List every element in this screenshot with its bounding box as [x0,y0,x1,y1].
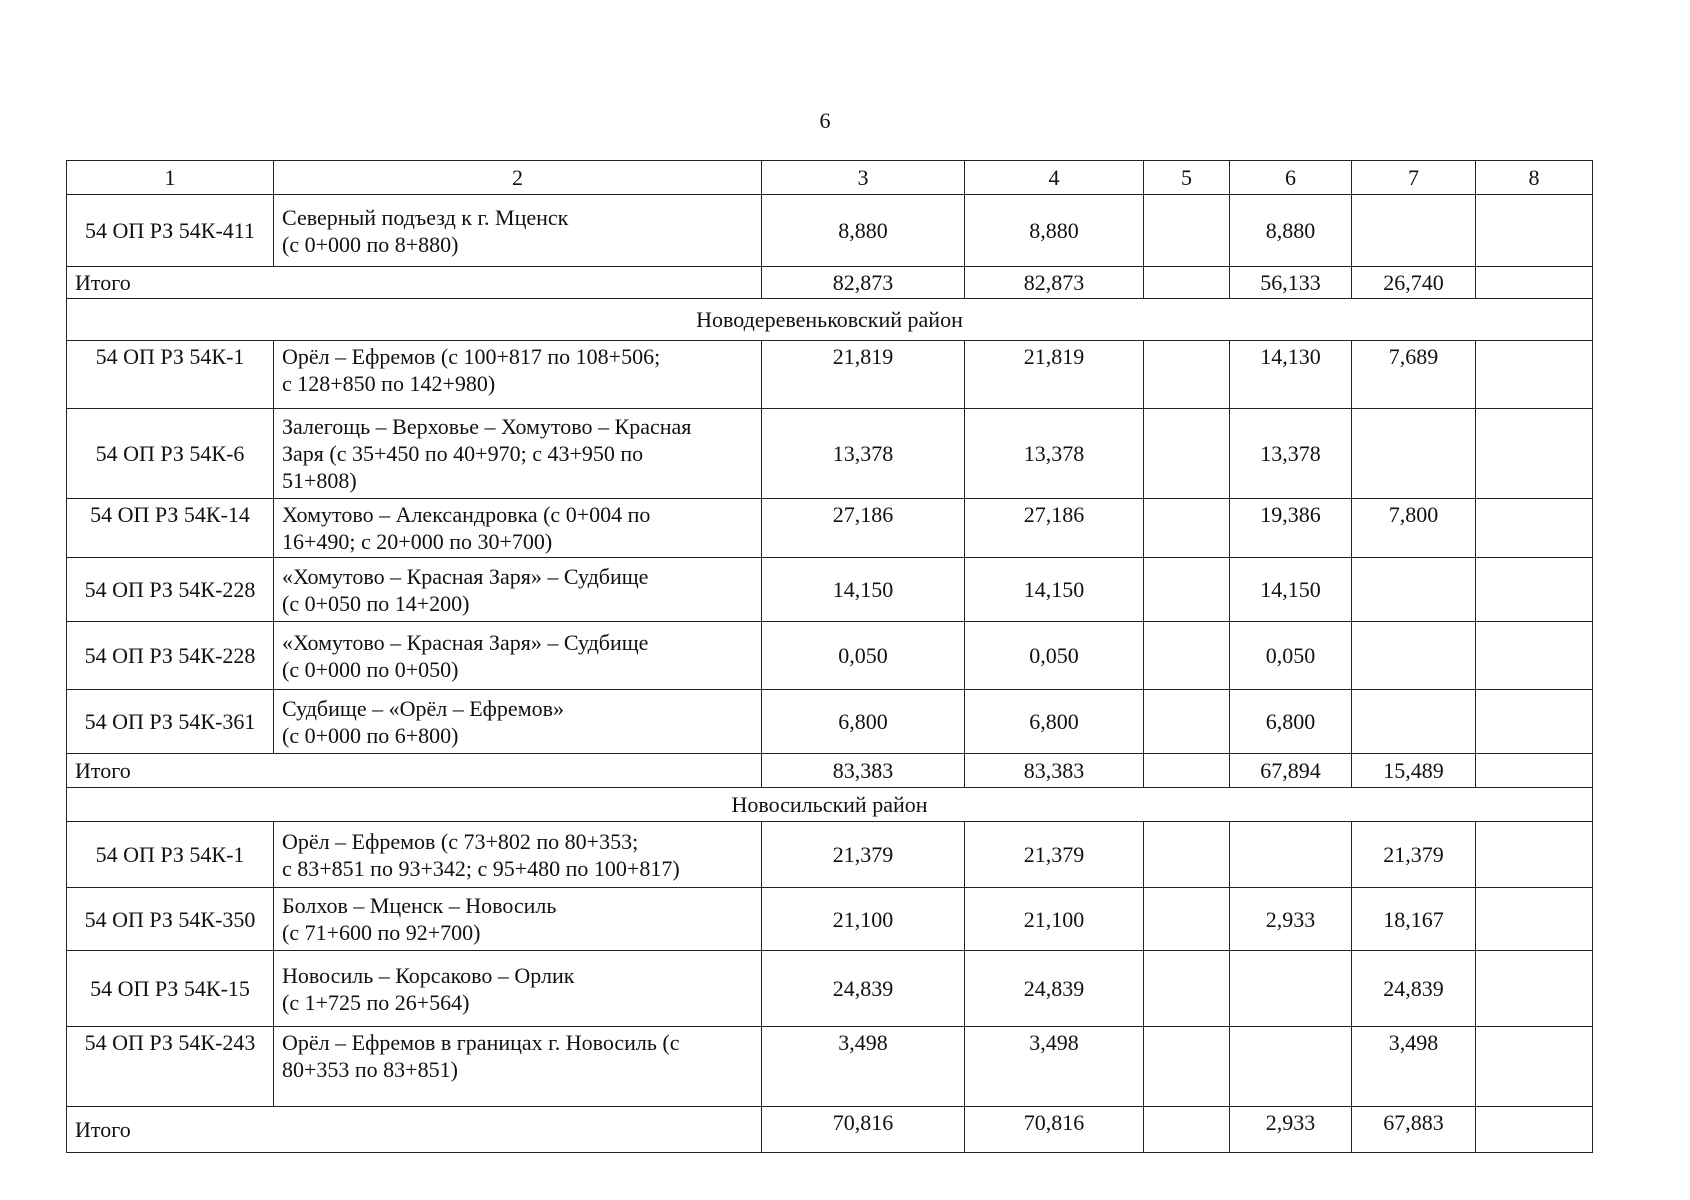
cell-col6: 0,050 [1230,622,1352,690]
column-header: 5 [1144,161,1230,195]
road-name-line: Северный подъезд к г. Мценск [282,204,569,230]
cell-col7 [1352,409,1476,499]
road-name [274,822,762,888]
cell-col4: 0,050 [965,622,1144,690]
district-heading: Новодеревеньковский район [67,299,1593,341]
total-label: Итого [67,267,762,299]
cell-col7: 24,839 [1352,951,1476,1027]
column-header: 3 [762,161,965,195]
road-name-line: (с 0+000 по 8+880) [282,231,459,257]
cell-col8 [1476,754,1593,788]
cell-col8 [1476,267,1593,299]
cell-col4: 6,800 [965,690,1144,754]
cell-col3: 21,100 [762,888,965,951]
cell-col7: 67,883 [1352,1107,1476,1153]
cell-col5 [1144,558,1230,622]
cell-col8 [1476,951,1593,1027]
cell-col3: 6,800 [762,690,965,754]
cell-col4: 21,379 [965,822,1144,888]
cell-col7: 7,689 [1352,341,1476,409]
cell-col5 [1144,1107,1230,1153]
cell-col4: 82,873 [965,267,1144,299]
column-header: 4 [965,161,1144,195]
cell-col6: 13,378 [1230,409,1352,499]
cell-col5 [1144,822,1230,888]
cell-col3: 3,498 [762,1027,965,1107]
table-row [67,888,1593,951]
cell-col8 [1476,888,1593,951]
table-row [67,690,1593,754]
district-heading: Новосильский район [67,788,1593,822]
road-name-line: «Хомутово – Красная Заря» – Судбище [282,563,649,589]
cell-col3: 21,379 [762,822,965,888]
cell-col7: 7,800 [1352,499,1476,558]
roads-table [66,160,1593,1153]
road-code: 54 ОП РЗ 54К-14 [67,499,274,558]
page-number: 6 [819,108,831,133]
column-header: 7 [1352,161,1476,195]
cell-col8 [1476,195,1593,267]
road-name-line: Заря (с 35+450 по 40+970; с 43+950 по [282,441,644,466]
road-name [274,690,762,754]
cell-col4: 21,100 [965,888,1144,951]
cell-col5 [1144,1027,1230,1107]
cell-col6: 6,800 [1230,690,1352,754]
cell-col5 [1144,622,1230,690]
cell-col7: 18,167 [1352,888,1476,951]
cell-col4: 21,819 [965,341,1144,409]
table-row [67,622,1593,690]
cell-col6: 67,894 [1230,754,1352,788]
road-code: 54 ОП РЗ 54К-243 [67,1027,274,1107]
total-row [67,267,1593,299]
road-name [274,622,762,690]
cell-col5 [1144,888,1230,951]
cell-col4: 83,383 [965,754,1144,788]
road-name [274,341,762,409]
table-row [67,195,1593,267]
table-row [67,558,1593,622]
table-row [67,1027,1593,1107]
cell-col8 [1476,409,1593,499]
cell-col5 [1144,690,1230,754]
road-name [274,951,762,1027]
road-code: 54 ОП РЗ 54К-6 [67,409,274,499]
cell-col3: 8,880 [762,195,965,267]
cell-col8 [1476,1107,1593,1153]
table-row [67,822,1593,888]
column-header-row [67,161,1593,195]
road-name-line: Новосиль – Корсаково – Орлик [282,962,575,988]
cell-col8 [1476,622,1593,690]
cell-col7: 26,740 [1352,267,1476,299]
cell-col5 [1144,195,1230,267]
cell-col5 [1144,409,1230,499]
road-name-line: с 83+851 по 93+342; с 95+480 по 100+817) [282,855,680,881]
cell-col5 [1144,499,1230,558]
road-name [274,558,762,622]
road-name [274,888,762,951]
cell-col7 [1352,622,1476,690]
district-row [67,788,1593,822]
cell-col8 [1476,822,1593,888]
road-code: 54 ОП РЗ 54К-1 [67,341,274,409]
road-name-line: Орёл – Ефремов (с 100+817 по 108+506; [282,344,661,369]
total-row [67,1107,1593,1153]
cell-col3: 13,378 [762,409,965,499]
road-name-line: Хомутово – Александровка (с 0+004 по [282,502,651,527]
column-header: 6 [1230,161,1352,195]
road-code: 54 ОП РЗ 54К-350 [67,888,274,951]
cell-col6: 2,933 [1230,888,1352,951]
road-code: 54 ОП РЗ 54К-361 [67,690,274,754]
road-name-line: с 128+850 по 142+980) [282,371,496,396]
cell-col7: 15,489 [1352,754,1476,788]
cell-col5 [1144,754,1230,788]
cell-col3: 14,150 [762,558,965,622]
road-name-line: (с 0+050 по 14+200) [282,590,470,616]
road-name-line: (с 0+000 по 0+050) [282,656,459,682]
cell-col4: 24,839 [965,951,1144,1027]
table-row [67,341,1593,409]
cell-col8 [1476,1027,1593,1107]
road-name-line: Орёл – Ефремов в границах г. Новосиль (с [282,1030,680,1055]
cell-col8 [1476,690,1593,754]
cell-col5 [1144,267,1230,299]
cell-col4: 13,378 [965,409,1144,499]
road-code: 54 ОП РЗ 54К-228 [67,558,274,622]
cell-col5 [1144,951,1230,1027]
cell-col3: 82,873 [762,267,965,299]
road-name [274,409,762,499]
cell-col4: 3,498 [965,1027,1144,1107]
road-name-line: 80+353 по 83+851) [282,1057,458,1082]
cell-col6: 19,386 [1230,499,1352,558]
cell-col7 [1352,558,1476,622]
road-name-line: Залегощь – Верховье – Хомутово – Красная [282,414,692,439]
cell-col6: 8,880 [1230,195,1352,267]
road-name [274,195,762,267]
cell-col5 [1144,341,1230,409]
road-name-line: Болхов – Мценск – Новосиль [282,893,557,918]
cell-col6: 14,150 [1230,558,1352,622]
cell-col6: 2,933 [1230,1107,1352,1153]
cell-col4: 8,880 [965,195,1144,267]
cell-col8 [1476,499,1593,558]
column-header: 8 [1476,161,1593,195]
table-row [67,499,1593,558]
total-label: Итого [67,1107,762,1153]
cell-col6 [1230,822,1352,888]
cell-col6 [1230,951,1352,1027]
road-name-line: (с 71+600 по 92+700) [282,920,481,945]
road-name [274,1027,762,1107]
cell-col8 [1476,341,1593,409]
column-header: 1 [67,161,274,195]
total-row [67,754,1593,788]
cell-col3: 0,050 [762,622,965,690]
cell-col7: 3,498 [1352,1027,1476,1107]
road-code: 54 ОП РЗ 54К-1 [67,822,274,888]
cell-col6: 56,133 [1230,267,1352,299]
road-code: 54 ОП РЗ 54К-411 [67,195,274,267]
total-label: Итого [67,754,762,788]
cell-col7 [1352,690,1476,754]
table-row [67,951,1593,1027]
district-row [67,299,1593,341]
cell-col4: 14,150 [965,558,1144,622]
cell-col4: 70,816 [965,1107,1144,1153]
road-code: 54 ОП РЗ 54К-15 [67,951,274,1027]
road-name-line: Орёл – Ефремов (с 73+802 по 80+353; [282,828,639,854]
road-name-line: (с 1+725 по 26+564) [282,989,470,1015]
road-name-line: 16+490; с 20+000 по 30+700) [282,529,553,554]
cell-col7 [1352,195,1476,267]
cell-col3: 70,816 [762,1107,965,1153]
cell-col8 [1476,558,1593,622]
road-name-line: Судбище – «Орёл – Ефремов» [282,695,565,721]
cell-col3: 27,186 [762,499,965,558]
table-row [67,409,1593,499]
road-name [274,499,762,558]
road-name-line: (с 0+000 по 6+800) [282,722,459,748]
column-header: 2 [274,161,762,195]
road-name-line: «Хомутово – Красная Заря» – Судбище [282,629,649,655]
road-code: 54 ОП РЗ 54К-228 [67,622,274,690]
cell-col6 [1230,1027,1352,1107]
cell-col7: 21,379 [1352,822,1476,888]
cell-col3: 21,819 [762,341,965,409]
cell-col6: 14,130 [1230,341,1352,409]
road-name-line: 51+808) [282,468,357,493]
cell-col4: 27,186 [965,499,1144,558]
cell-col3: 83,383 [762,754,965,788]
cell-col3: 24,839 [762,951,965,1027]
